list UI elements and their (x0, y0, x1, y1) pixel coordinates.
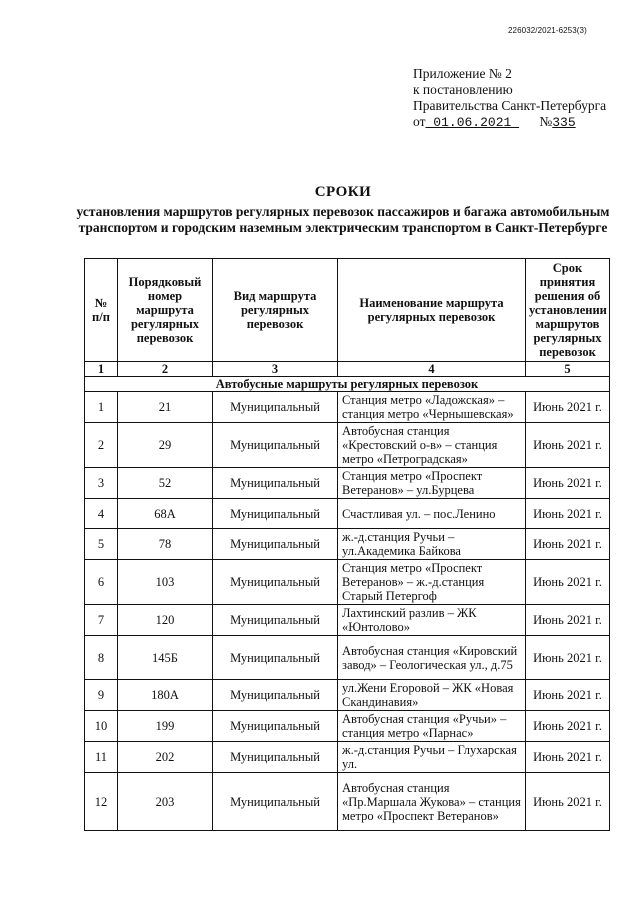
number-prefix: № (539, 114, 553, 129)
cell-route-type: Муниципальный (213, 468, 338, 499)
cell-route-name: Станция метро «Проспект Ветеранов» – ж.-д.станция Старый Петергоф (338, 560, 526, 605)
table-row (85, 499, 610, 529)
cell-route-name: Станция метро «Ладожская» – станция метро «Чернышевская» (338, 392, 526, 423)
cell-route-name: Счастливая ул. – пос.Ленино (338, 499, 526, 529)
cell-decision-term: Июнь 2021 г. (526, 773, 610, 831)
cell-index: 4 (85, 499, 118, 529)
cell-route-type: Муниципальный (213, 529, 338, 560)
table-row (85, 680, 610, 711)
cell-route-type: Муниципальный (213, 560, 338, 605)
routes-table (84, 258, 610, 831)
cell-route-number: 52 (118, 468, 213, 499)
table-row (85, 605, 610, 636)
cell-decision-term: Июнь 2021 г. (526, 529, 610, 560)
section-title: Автобусные маршруты регулярных перевозок (85, 377, 610, 392)
cell-route-name: Автобусная станция «Ручьи» – станция метро «Парнас» (338, 711, 526, 742)
cell-decision-term: Июнь 2021 г. (526, 468, 610, 499)
header-route-number: Порядковый номер маршрута регулярных перевозок (118, 259, 213, 362)
section-row (85, 377, 610, 392)
cell-decision-term: Июнь 2021 г. (526, 680, 610, 711)
cell-route-number: 103 (118, 560, 213, 605)
cell-route-name: ул.Жени Егоровой – ЖК «Новая Скандинавия» (338, 680, 526, 711)
table-row (85, 468, 610, 499)
table-row (85, 529, 610, 560)
cell-route-number: 78 (118, 529, 213, 560)
appendix-date-line (413, 114, 606, 131)
cell-decision-term: Июнь 2021 г. (526, 423, 610, 468)
cell-route-type: Муниципальный (213, 680, 338, 711)
cell-route-number: 21 (118, 392, 213, 423)
column-number: 1 (85, 362, 118, 377)
cell-decision-term: Июнь 2021 г. (526, 560, 610, 605)
cell-route-number: 29 (118, 423, 213, 468)
cell-route-type: Муниципальный (213, 773, 338, 831)
table-row (85, 392, 610, 423)
header-index: № п/п (85, 259, 118, 362)
cell-route-name: Автобусная станция «Пр.Маршала Жукова» – станция метро «Проспект Ветеранов» (338, 773, 526, 831)
cell-route-name: Автобусная станция «Крестовский о-в» – станция метро «Петроградская» (338, 423, 526, 468)
appendix-line-2: к постановлению (413, 82, 513, 97)
cell-index: 7 (85, 605, 118, 636)
column-number: 3 (213, 362, 338, 377)
appendix-line-3: Правительства Санкт-Петербурга (413, 98, 607, 113)
cell-index: 5 (85, 529, 118, 560)
cell-route-name: Станция метро «Проспект Ветеранов» – ул.Бурцева (338, 468, 526, 499)
table-row (85, 773, 610, 831)
table-header-row (85, 259, 610, 362)
appendix-line-1: Приложение № 2 (413, 66, 512, 81)
cell-decision-term: Июнь 2021 г. (526, 711, 610, 742)
column-number: 4 (338, 362, 526, 377)
table-row (85, 711, 610, 742)
cell-decision-term: Июнь 2021 г. (526, 605, 610, 636)
column-number: 2 (118, 362, 213, 377)
table-row (85, 636, 610, 680)
cell-route-number: 145Б (118, 636, 213, 680)
cell-decision-term: Июнь 2021 г. (526, 636, 610, 680)
cell-index: 9 (85, 680, 118, 711)
table-row (85, 742, 610, 773)
cell-index: 3 (85, 468, 118, 499)
cell-route-name: Лахтинский разлив – ЖК «Юнтолово» (338, 605, 526, 636)
cell-route-type: Муниципальный (213, 605, 338, 636)
cell-route-name: Автобусная станция «Кировский завод» – Геологическая ул., д.75 (338, 636, 526, 680)
cell-route-number: 203 (118, 773, 213, 831)
cell-route-number: 68А (118, 499, 213, 529)
cell-index: 10 (85, 711, 118, 742)
resolution-number: 335 (552, 115, 576, 130)
cell-route-type: Муниципальный (213, 499, 338, 529)
header-route-type: Вид маршрута регулярных перевозок (213, 259, 338, 362)
cell-route-number: 199 (118, 711, 213, 742)
cell-route-name: ж.-д.станция Ручьи – ул.Академика Байкова (338, 529, 526, 560)
table-row (85, 423, 610, 468)
column-number: 5 (526, 362, 610, 377)
cell-index: 11 (85, 742, 118, 773)
cell-route-type: Муниципальный (213, 742, 338, 773)
routes-table-body (85, 392, 610, 831)
resolution-date: 01.06.2021 (425, 115, 520, 130)
document-title: СРОКИ (314, 184, 372, 200)
document-heading (60, 184, 626, 236)
document-subtitle: установления маршрутов регулярных перевозок пассажиров и багажа автомобильным транспортом и городским наземным электрическим транспортом в Санкт-Петербурге (76, 204, 610, 235)
appendix-block (413, 66, 606, 131)
cell-route-name: ж.-д.станция Ручьи – Глухарская ул. (338, 742, 526, 773)
cell-index: 8 (85, 636, 118, 680)
header-decision-term: Срок принятия решения об установлении маршрутов регулярных перевозок (526, 259, 610, 362)
cell-index: 12 (85, 773, 118, 831)
date-prefix: от (413, 114, 426, 129)
cell-route-number: 180А (118, 680, 213, 711)
cell-index: 2 (85, 423, 118, 468)
cell-route-type: Муниципальный (213, 636, 338, 680)
column-numbers-row (85, 362, 610, 377)
cell-decision-term: Июнь 2021 г. (526, 499, 610, 529)
document-number: 226032/2021-6253(3) (508, 26, 587, 35)
cell-route-type: Муниципальный (213, 423, 338, 468)
cell-decision-term: Июнь 2021 г. (526, 742, 610, 773)
cell-route-number: 120 (118, 605, 213, 636)
table-row (85, 560, 610, 605)
cell-route-type: Муниципальный (213, 392, 338, 423)
cell-route-number: 202 (118, 742, 213, 773)
header-route-name: Наименование маршрута регулярных перевозок (338, 259, 526, 362)
cell-decision-term: Июнь 2021 г. (526, 392, 610, 423)
cell-index: 6 (85, 560, 118, 605)
cell-index: 1 (85, 392, 118, 423)
cell-route-type: Муниципальный (213, 711, 338, 742)
